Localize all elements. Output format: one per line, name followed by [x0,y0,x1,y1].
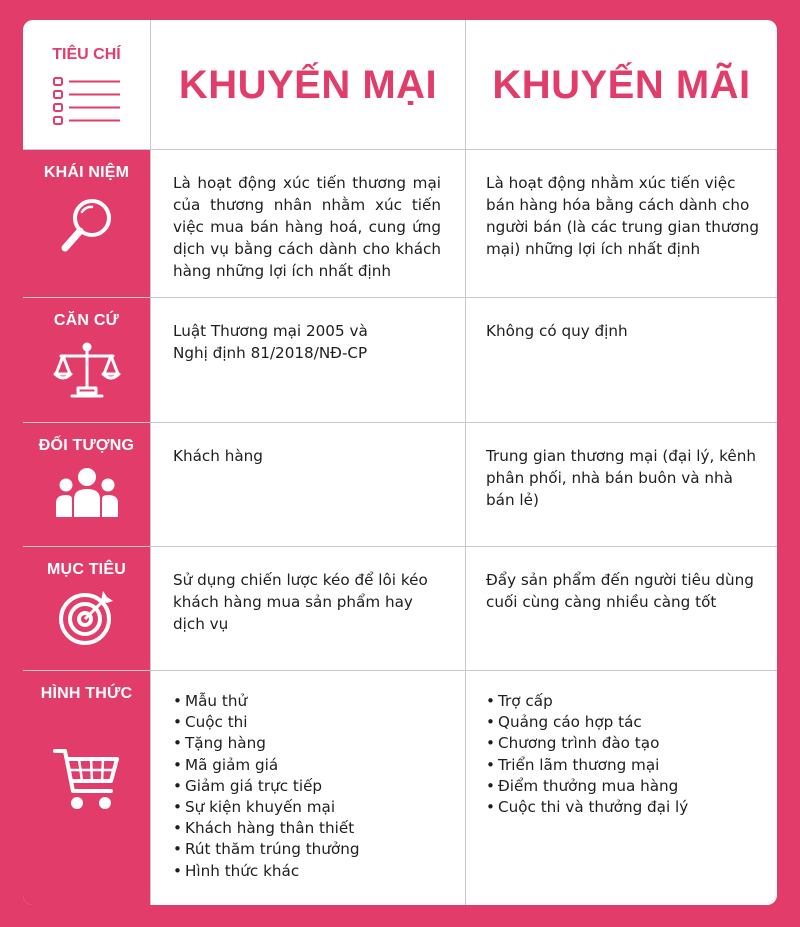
row-doi-tuong [23,423,777,547]
can-cu-khuyen-mai-2: Không có quy định [465,298,777,422]
people-icon [55,467,119,519]
khai-niem-khuyen-mai: Là hoạt động xúc tiến thương mại của thương nhân nhằm xúc tiến việc mua bán hàng hoá, cung ứng dịch vụ bằng cách dành cho khách hàng những lợi ích nhất định [150,150,465,297]
list-item: • Điểm thưởng mua hàng [486,776,761,797]
muc-tieu-khuyen-mai-2: Đẩy sản phẩm đến người tiêu dùng cuối cùng càng nhiều càng tốt [465,547,777,670]
list-item: • Mã giảm giá [173,755,441,776]
criteria-header-label: TIÊU CHÍ [52,46,121,63]
criteria-label: KHÁI NIỆM [43,164,130,181]
column-title-khuyen-mai: KHUYẾN MẠI [178,62,438,107]
doi-tuong-khuyen-mai-2: Trung gian thương mại (đại lý, kênh phân phối, nhà bán buôn và nhà bán lẻ) [465,423,777,546]
target-icon [57,587,117,647]
can-cu-khuyen-mai [150,298,465,422]
hinh-thuc-khuyen-mai-2 [465,671,777,905]
criteria-header-cell [23,20,150,149]
criteria-cell [23,423,150,546]
hinh-thuc-list-1 [173,691,441,882]
list-item: • Cuộc thi [173,712,441,733]
scales-icon [52,340,122,400]
can-cu-line-2: Nghị định 81/2018/NĐ-CP [173,344,368,362]
row-can-cu [23,298,777,423]
criteria-cell [23,298,150,422]
list-item: • Mẫu thử [173,691,441,712]
list-item: • Hình thức khác [173,861,441,882]
criteria-label: ĐỐI TƯỢNG [38,437,135,454]
criteria-label: MỤC TIÊU [47,561,126,578]
list-item: • Quảng cáo hợp tác [486,712,761,733]
comparison-table [23,20,777,905]
list-item: • Cuộc thi và thưởng đại lý [486,797,761,818]
criteria-cell [23,671,150,905]
list-item: • Khách hàng thân thiết [173,818,441,839]
khai-niem-khuyen-mai-2: Là hoạt động nhằm xúc tiến việc bán hàng hóa bằng cách dành cho người bán (là các trung gian thương mại) những lợi ích nhất định [465,150,777,297]
muc-tieu-khuyen-mai: Sử dụng chiến lược kéo để lôi kéo khách hàng mua sản phẩm hay dịch vụ [150,547,465,670]
hinh-thuc-list-2 [486,691,761,818]
checklist-icon [52,76,122,126]
column-header-2 [465,20,777,149]
criteria-cell [23,547,150,670]
header-row [23,20,777,150]
criteria-cell [23,150,150,297]
row-hinh-thuc [23,671,777,905]
list-item: • Rút thăm trúng thưởng [173,839,441,860]
can-cu-line-1: Luật Thương mại 2005 và [173,322,368,340]
list-item: • Triển lãm thương mại [486,755,761,776]
list-item: • Trợ cấp [486,691,761,712]
criteria-label: HÌNH THỨC [40,685,133,702]
column-header-1 [150,20,465,149]
row-muc-tieu [23,547,777,671]
hinh-thuc-khuyen-mai [150,671,465,905]
criteria-label: CĂN CỨ [53,312,120,329]
column-title-khuyen-mai-2: KHUYẾN MÃI [492,62,751,107]
list-item: • Chương trình đào tạo [486,733,761,754]
magnifier-icon [59,196,115,258]
list-item: • Tặng hàng [173,733,441,754]
list-item: • Sự kiện khuyến mại [173,797,441,818]
row-khai-niem [23,150,777,298]
list-item: • Giảm giá trực tiếp [173,776,441,797]
shopping-cart-icon [53,747,121,813]
doi-tuong-khuyen-mai: Khách hàng [150,423,465,546]
